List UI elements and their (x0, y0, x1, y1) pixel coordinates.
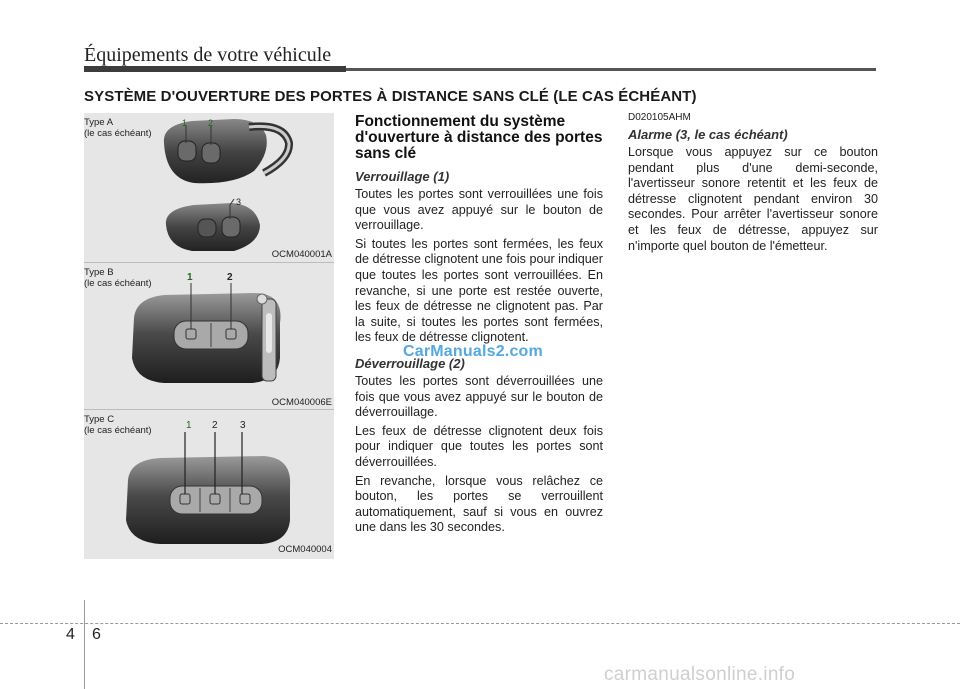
callout-1: 1 (187, 272, 193, 283)
figure-type-note: (le cas échéant) (84, 128, 152, 139)
lock-paragraph-2: Si toutes les portes sont fermées, les feux de détresse clignotent une fois pour indiquer que toutes les portes sont verrouillées. En revanche, si une porte est restée ouverte, les feux de détresse ne clignotent pas. Par la suite, si toutes les portes sont fermées, les feux de détresse clignotent. (355, 236, 603, 345)
key-fob-type-a-illustration (84, 113, 334, 253)
code-reference: D020105AHM (628, 112, 691, 123)
figure-type-title: Type A (84, 117, 114, 128)
page-chapter-number: 4 (66, 626, 75, 643)
right-column (628, 112, 878, 257)
callout-1: 1 (186, 420, 192, 431)
alarm-paragraph: Lorsque vous appuyez sur ce bouton pendant plus d'une demi-seconde, l'avertisseur sonore retentit et les feux de détresse clignotent pendant environ 30 secondes. Pour arrêter l'avertisseur sonore et les feux de détresse, appuyez sur n'importe quel bouton de l'émetteur. (628, 145, 878, 253)
callout-2: 2 (208, 118, 214, 128)
lock-heading: Verrouillage (1) (355, 169, 450, 184)
site-watermark: carmanualsonline.info (604, 664, 796, 685)
figure-type-b (84, 263, 334, 409)
figure-type-c (84, 410, 334, 559)
page-number: 6 (92, 626, 101, 643)
figure-type-title: Type B (84, 267, 114, 278)
alarm-heading: Alarme (3, le cas échéant) (628, 127, 788, 142)
unlock-heading: Déverrouillage (2) (355, 355, 465, 371)
callout-1: 1 (182, 118, 188, 128)
figure-type-note: (le cas échéant) (84, 425, 152, 436)
figure-type-note: (le cas échéant) (84, 278, 152, 289)
callout-3: 3 (240, 420, 246, 431)
subsection-heading: Fonctionnement du système d'ouverture à distance des portes sans clé (355, 113, 603, 162)
key-fob-type-b-illustration (84, 263, 334, 403)
figure-type-a (84, 113, 334, 263)
figure-panel (84, 113, 334, 559)
lock-paragraph-1: Toutes les portes sont verrouillées une fois que vous avez appuyé sur le bouton de verrouillage. (355, 187, 603, 233)
unlock-paragraph-1: Toutes les portes sont déverrouillées une fois que vous avez appuyé sur le bouton de déverrouillage. (355, 373, 603, 420)
key-fob-type-c-illustration (84, 410, 334, 550)
footer-dashed-rule (0, 623, 960, 624)
page-header-title: Équipements de votre véhicule (84, 44, 332, 66)
unlock-paragraph-2: Les feux de détresse clignotent deux fois pour indiquer que toutes les portes sont déverrouillées. (355, 423, 603, 469)
figure-code: OCM040001A (271, 249, 332, 260)
figure-code: OCM040004 (278, 544, 332, 555)
callout-2: 2 (212, 420, 218, 431)
figure-type-title: Type C (84, 414, 115, 425)
figure-code: OCM040006E (271, 397, 332, 408)
unlock-paragraph-3: En revanche, lorsque vous relâchez ce bouton, les portes se verrouillent automatiquement, sauf si vous en ouvrez une dans les 30 secondes. (355, 473, 603, 535)
callout-3: 3 (236, 197, 242, 207)
watermark-logo: CarManuals2.com (403, 343, 543, 360)
callout-2: 2 (227, 272, 233, 283)
section-heading: SYSTÈME D'OUVERTURE DES PORTES À DISTANCE SANS CLÉ (LE CAS ÉCHÉANT) (84, 88, 697, 105)
middle-column (355, 114, 603, 539)
header-rule-accent (84, 66, 346, 72)
footer-vertical-rule (84, 600, 85, 689)
